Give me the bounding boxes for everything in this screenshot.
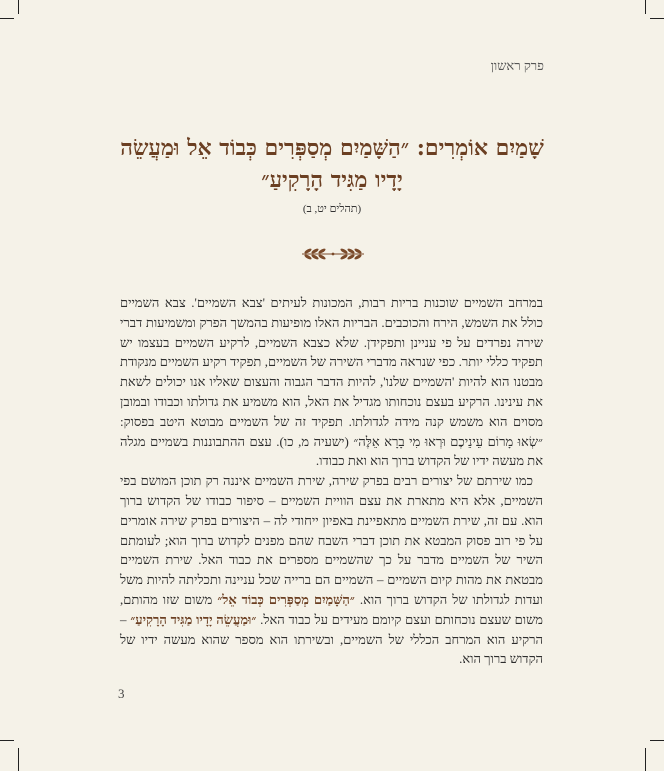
- crop-mark-top-left-vertical: [18, 0, 19, 14]
- crop-mark-bottom-right: [650, 740, 664, 741]
- paragraph-2: [120, 471, 543, 669]
- crop-mark-bottom-left: [0, 740, 14, 741]
- laurel-branch-ornament-icon: [300, 246, 366, 262]
- title-line-2: יָדָיו מַגִּיד הָרָקִיעַ״: [261, 167, 403, 193]
- crop-mark-top-right-vertical: [645, 0, 646, 14]
- paragraph-2-part-3: – הרקיע הוא המרחב הכללי של השמיים, ובשירתו הוא מספר שהוא מעשה ידיו של הקדוש ברוך הוא.: [120, 611, 543, 667]
- running-head: פרק ראשון: [490, 58, 544, 73]
- verse-source: (תהלים יט, ב): [302, 203, 362, 215]
- paragraph-2-part-2: משום שזו מהותם, משום שעצם נוכחותם ועצם קיומם מעידים על כבוד האל.: [120, 591, 544, 627]
- crop-mark-bottom-right-vertical: [645, 748, 646, 771]
- body-text: [120, 293, 543, 669]
- page-number: 3: [118, 686, 125, 701]
- crop-mark-top-left: [0, 18, 14, 19]
- paragraph-2-part-1: כמו שירתם של יצורים רבים בפרק שירה, שירת השמיים איננה רק תוכן המושם בפי השמיים, אלא היא מתארת את עצם הוויית השמיים – סיפור כבודו של הקדוש ברוך הוא. עם זה, שירת השמיים מתאפיינת באפיון ייחודי לה – היצורים בפרק שירה אומרים על פי רוב פסוק המבטא את תוכן דברי השבח שהם מפנים לקדוש ברוך הוא; לעומתם השיר של השמיים מדבר על כך שהשמיים מספרים את כבוד האל. שירת השמיים מבטאת את מהות קיום השמיים – השמיים הם ברייה שכל עניינה ותכליתה להיות משל ועדות לגדולתו של הקדוש ברוך הוא.: [120, 473, 544, 607]
- chapter-title: [60, 132, 604, 196]
- paragraph-1: במרחב השמיים שוכנות בריות רבות, המכונות לעיתים 'צבא השמיים'. צבא השמיים כולל את השמש, הירח והכוכבים. הבריות האלו מופיעות בהמשך הפרק ומשמיעות דברי שירה נפרדים על פי עניינן ותפקידן. שלא כצבא השמיים, לרקיע השמיים בעצמו יש תפקיד כללי יותר. כפי שנראה מדברי השירה של השמיים, תפקיד רקיע השמיים מנקודת מבטנו הוא להיות 'השמיים שלנו', להיות הדבר הגבוה והעצום שאליו אנו יכולים לשאת את עינינו. הרקיע בעצם נוכחותו מגדיל את האל, הוא משמיע את גדולתו וכבודו ובמובן מסוים הוא משמש קנה מידה לגדולתו. תפקיד זה של השמיים מבוטא היטב בפסוק: ״שְׂאוּ מָרוֹם עֵינֵיכֶם וּרְאוּ מִי בָרָא אֵלֶּה״ (ישעיה מ, כו). עצם ההתבוננות בשמיים מגלה את מעשה ידיו של הקדוש ברוך הוא ואת כבודו.: [120, 295, 543, 469]
- crop-mark-top-right: [650, 18, 664, 19]
- crop-mark-bottom-left-vertical: [18, 748, 19, 771]
- quoted-verse-2: ״וּמַעֲשֵׂה יָדָיו מַגִּיד הָרָקִיעַ״: [130, 611, 257, 627]
- title-line-1: שָׁמַיִם אוֹמְרִים: ״הַשָּׁמַיִם מְסַפְּרִים כְּבוֹד אֵל וּמַעֲשֵׂה: [120, 135, 544, 161]
- quoted-verse-1: ״הַשָּׁמַיִם מְסַפְּרִים כְּבוֹד אֵל״: [217, 591, 355, 607]
